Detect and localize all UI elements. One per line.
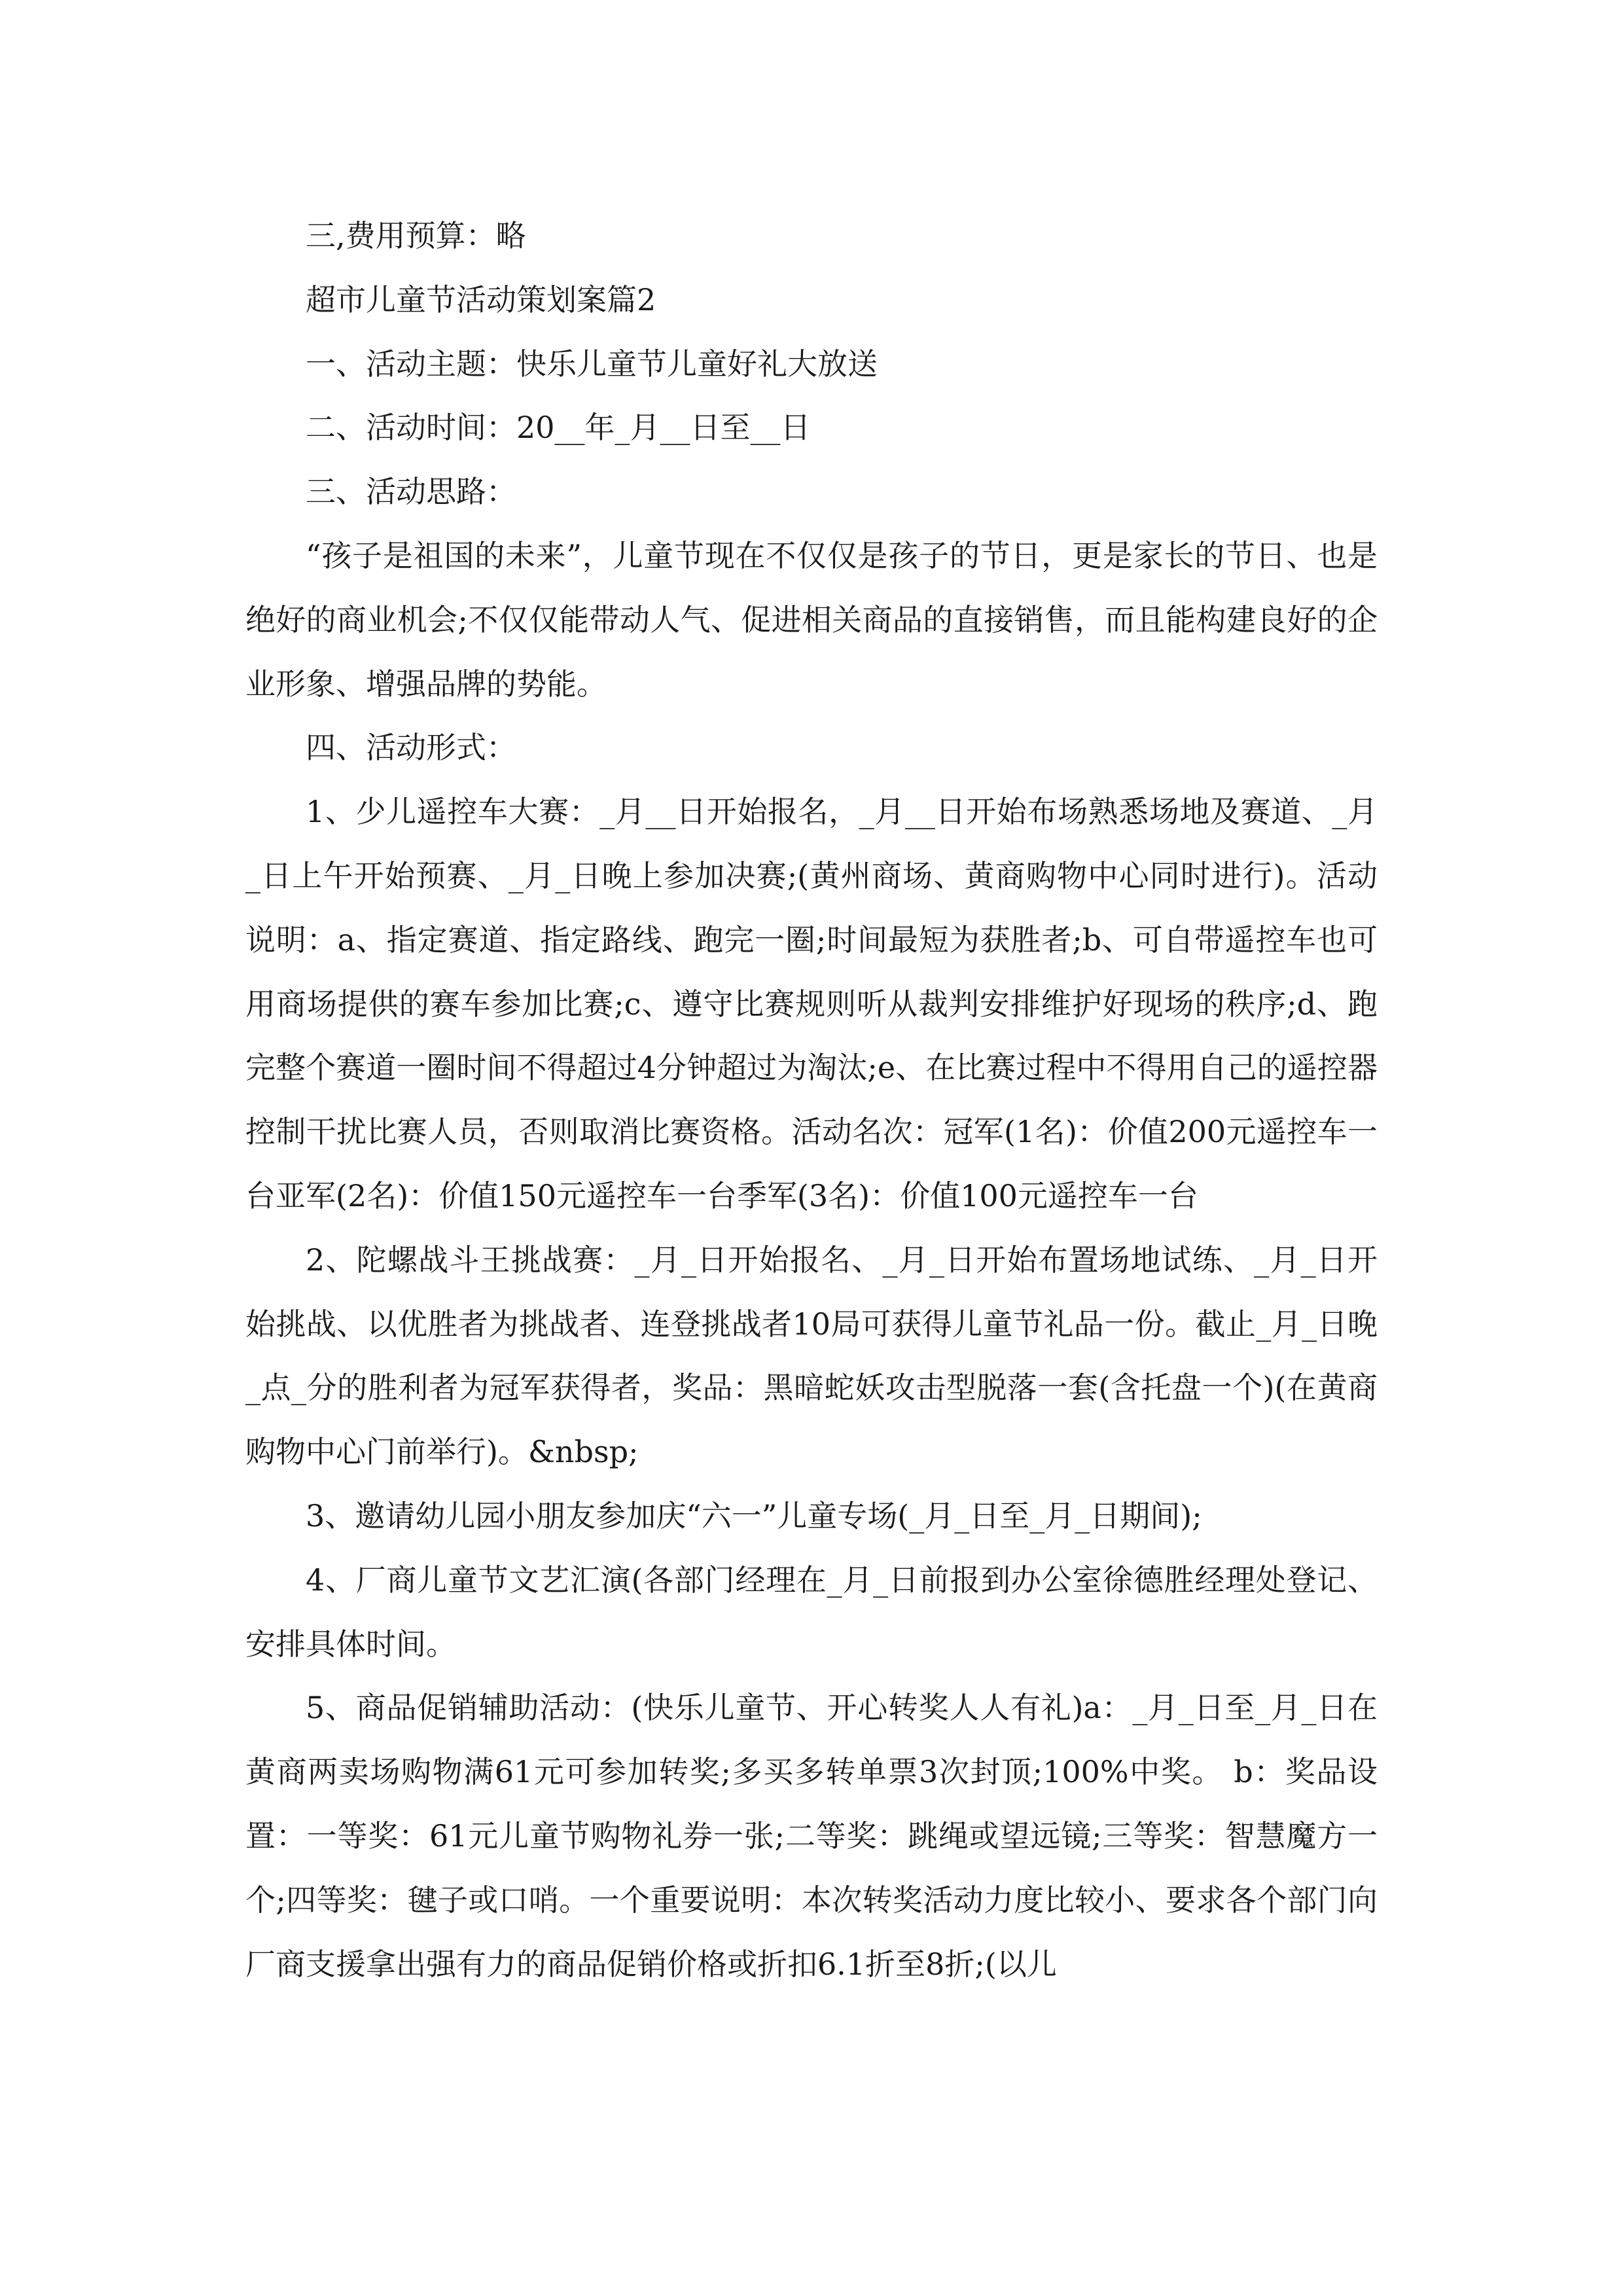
paragraph-item-1: 1、少儿遥控车大赛：_月__日开始报名，_月__日开始布场熟悉场地及赛道、_月_日上午开始预赛、_月_日晚上参加决赛;(黄州商场、黄商购物中心同时进行)。活动说明：a、指定赛道、指定路线、跑完一圈;时间最短为获胜者;b、可自带遥控车也可用商场提供的赛车参加比赛;c、遵守比赛规则听从裁判安排维护好现场的秩序;d、跑完整个赛道一圈时间不得超过4分钟超过为淘汰;e、在比赛过程中不得用自己的遥控器控制干扰比赛人员，否则取消比赛资格。活动名次：冠军(1名)：价值200元遥控车一台亚军(2名)：价值150元遥控车一台季军(3名)：价值100元遥控车一台 [245,794,1378,1213]
paragraph-time: 二、活动时间：20__年_月__日至__日 [306,410,811,446]
paragraph-item-2: 2、陀螺战斗王挑战赛：_月_日开始报名、_月_日开始布置场地试练、_月_日开始挑战、以优胜者为挑战者、连登挑战者10局可获得儿童节礼品一份。截止_月_日晚_点_分的胜利者为冠军获得者，奖品：黑暗蛇妖攻击型脱落一套(含托盘一个)(在黄商购物中心门前举行)。&nbsp; [245,1242,1378,1470]
paragraph-forms-heading: 四、活动形式： [306,730,516,766]
paragraph-theme: 一、活动主题：快乐儿童节儿童好礼大放送 [306,346,878,382]
paragraph-item-4: 4、厂商儿童节文艺汇演(各部门经理在_月_日前报到办公室徐德胜经理处登记、安排具体时间。 [245,1562,1378,1662]
paragraph-item-3: 3、邀请幼儿园小朋友参加庆“六一”儿童专场(_月_日至_月_日期间); [306,1498,1202,1534]
document-body [245,204,1378,1996]
paragraph-ideas-body: “孩子是祖国的未来”，儿童节现在不仅仅是孩子的节日，更是家长的节日、也是绝好的商业机会;不仅仅能带动人气、促进相关商品的直接销售，而且能构建良好的企业形象、增强品牌的势能。 [245,537,1378,702]
paragraph-budget: 三,费用预算：略 [306,218,526,253]
paragraph-ideas-heading: 三、活动思路： [306,474,516,510]
paragraph-item-5: 5、商品促销辅助活动：(快乐儿童节、开心转奖人人有礼)a：_月_日至_月_日在黄商两卖场购物满61元可参加转奖;多买多转单票3次封顶;100%中奖。 b：奖品设置：一等奖：61元儿童节购物礼券一张;二等奖：跳绳或望远镜;三等奖：智慧魔方一个;四等奖：毽子或口哨。一个重要说明：本次转奖活动力度比较小、要求各个部门向厂商支援拿出强有力的商品促销价格或折扣6.1折至8折;(以儿 [245,1690,1378,1982]
paragraph-section-title: 超市儿童节活动策划案篇2 [306,281,656,317]
